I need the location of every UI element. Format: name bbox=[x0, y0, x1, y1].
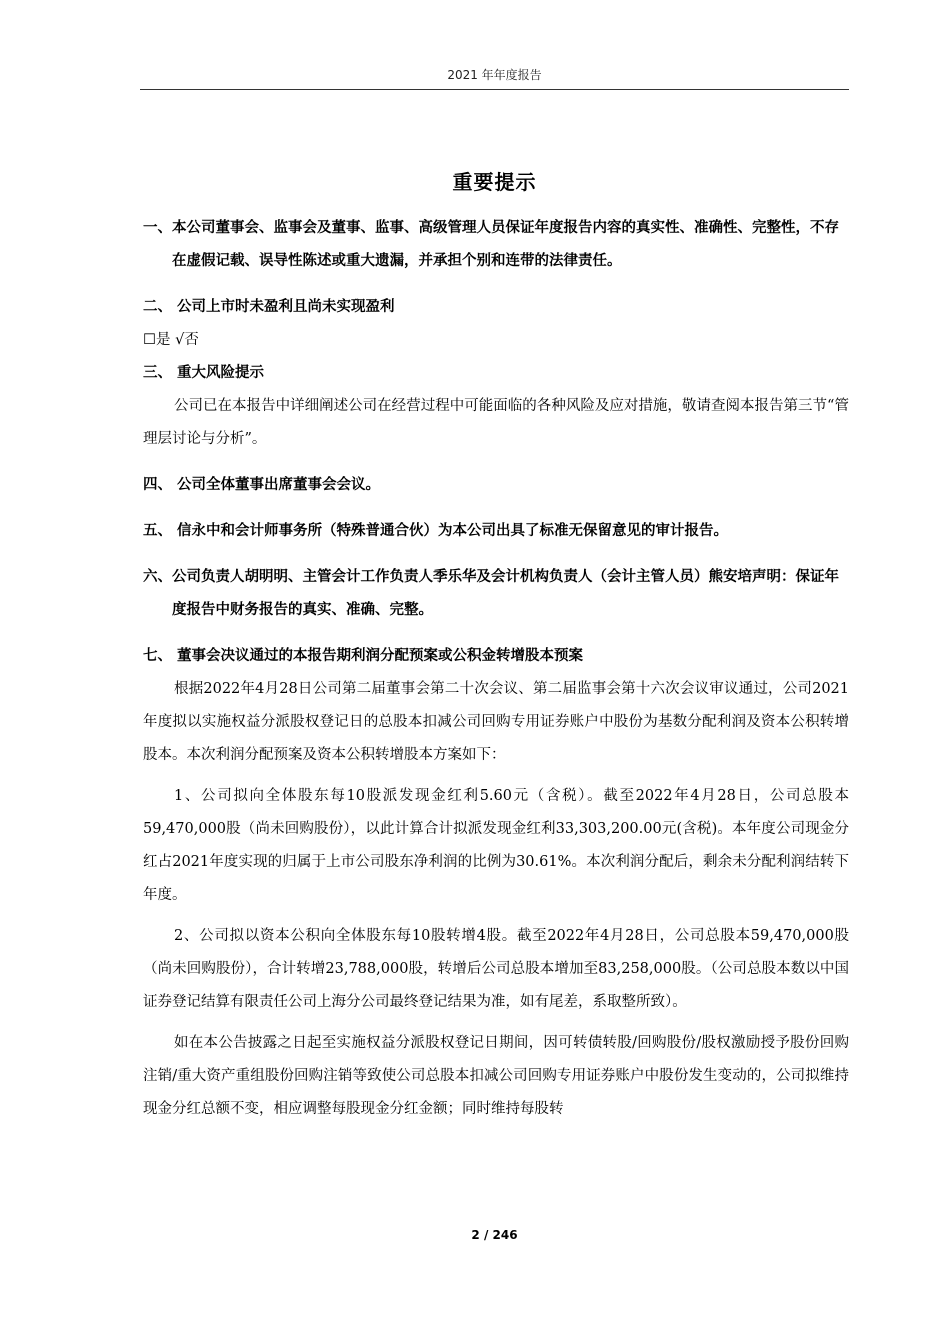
section-5-statement: 五、 信永中和会计师事务所（特殊普通合伙）为本公司出具了标准无保留意见的审计报告。 bbox=[143, 523, 729, 539]
page-title: 重要提示 bbox=[452, 170, 537, 194]
header-divider bbox=[140, 89, 849, 90]
section-4-statement: 四、 公司全体董事出席董事会会议。 bbox=[143, 477, 381, 493]
profit-checkbox-options: ☐是 √否 bbox=[143, 332, 199, 348]
section-1-statement: 一、本公司董事会、监事会及董事、监事、高级管理人员保证年度报告内容的真实性、准确性、完整性，不存在虚假记载、误导性陈述或重大遗漏，并承担个别和连带的法律责任。 bbox=[143, 220, 839, 269]
section-7-paragraph-3: 2、公司拟以资本公积向全体股东每10股转增4股。截至2022年4月28日，公司总股本59,470,000股（尚未回购股份），合计转增23,788,000股，转增后公司总股本增加至83,258,000股。（公司总股本数以中国证券登记结算有限责任公司上海分公司最终登记结果为准，如有尾差，系取整所致）。 bbox=[143, 928, 849, 1010]
section-7-paragraph-4: 如在本公告披露之日起至实施权益分派股权登记日期间，因可转债转股/回购股份/股权激励授予股份回购注销/重大资产重组股份回购注销等致使公司总股本扣减公司回购专用证券账户中股份发生变动的，公司拟维持现金分红总额不变，相应调整每股现金分红金额；同时维持每股转 bbox=[143, 1035, 849, 1117]
section-7-heading: 七、 董事会决议通过的本报告期利润分配预案或公积金转增股本预案 bbox=[143, 648, 584, 664]
page-number: 2 / 246 bbox=[471, 1228, 518, 1242]
section-7-paragraph-2: 1、公司拟向全体股东每10股派发现金红利5.60元（含税）。截至2022年4月28日，公司总股本59,470,000股（尚未回购股份），以此计算合计拟派发现金红利33,303,200.00元(含税)。本年度公司现金分红占2021年度实现的归属于上市公司股东净利润的比例为30.61%。本次利润分配后，剩余未分配利润结转下年度。 bbox=[143, 788, 849, 903]
section-3-body: 公司已在本报告中详细阐述公司在经营过程中可能面临的各种风险及应对措施，敬请查阅本报告第三节“管理层讨论与分析”。 bbox=[143, 398, 849, 447]
section-6-statement: 六、公司负责人胡明明、主管会计工作负责人季乐华及会计机构负责人（会计主管人员）熊安培声明：保证年度报告中财务报告的真实、准确、完整。 bbox=[143, 569, 839, 618]
running-header: 2021 年年度报告 bbox=[447, 68, 542, 82]
document-body bbox=[143, 212, 849, 1126]
section-7-paragraph-1: 根据2022年4月28日公司第二届董事会第二十次会议、第二届监事会第十六次会议审议通过，公司2021年度拟以实施权益分派股权登记日的总股本扣减公司回购专用证券账户中股份为基数分配利润及资本公积转增股本。本次利润分配预案及资本公积转增股本方案如下： bbox=[143, 681, 849, 763]
section-3-heading: 三、 重大风险提示 bbox=[143, 365, 265, 381]
section-2-heading: 二、 公司上市时未盈利且尚未实现盈利 bbox=[143, 299, 395, 315]
